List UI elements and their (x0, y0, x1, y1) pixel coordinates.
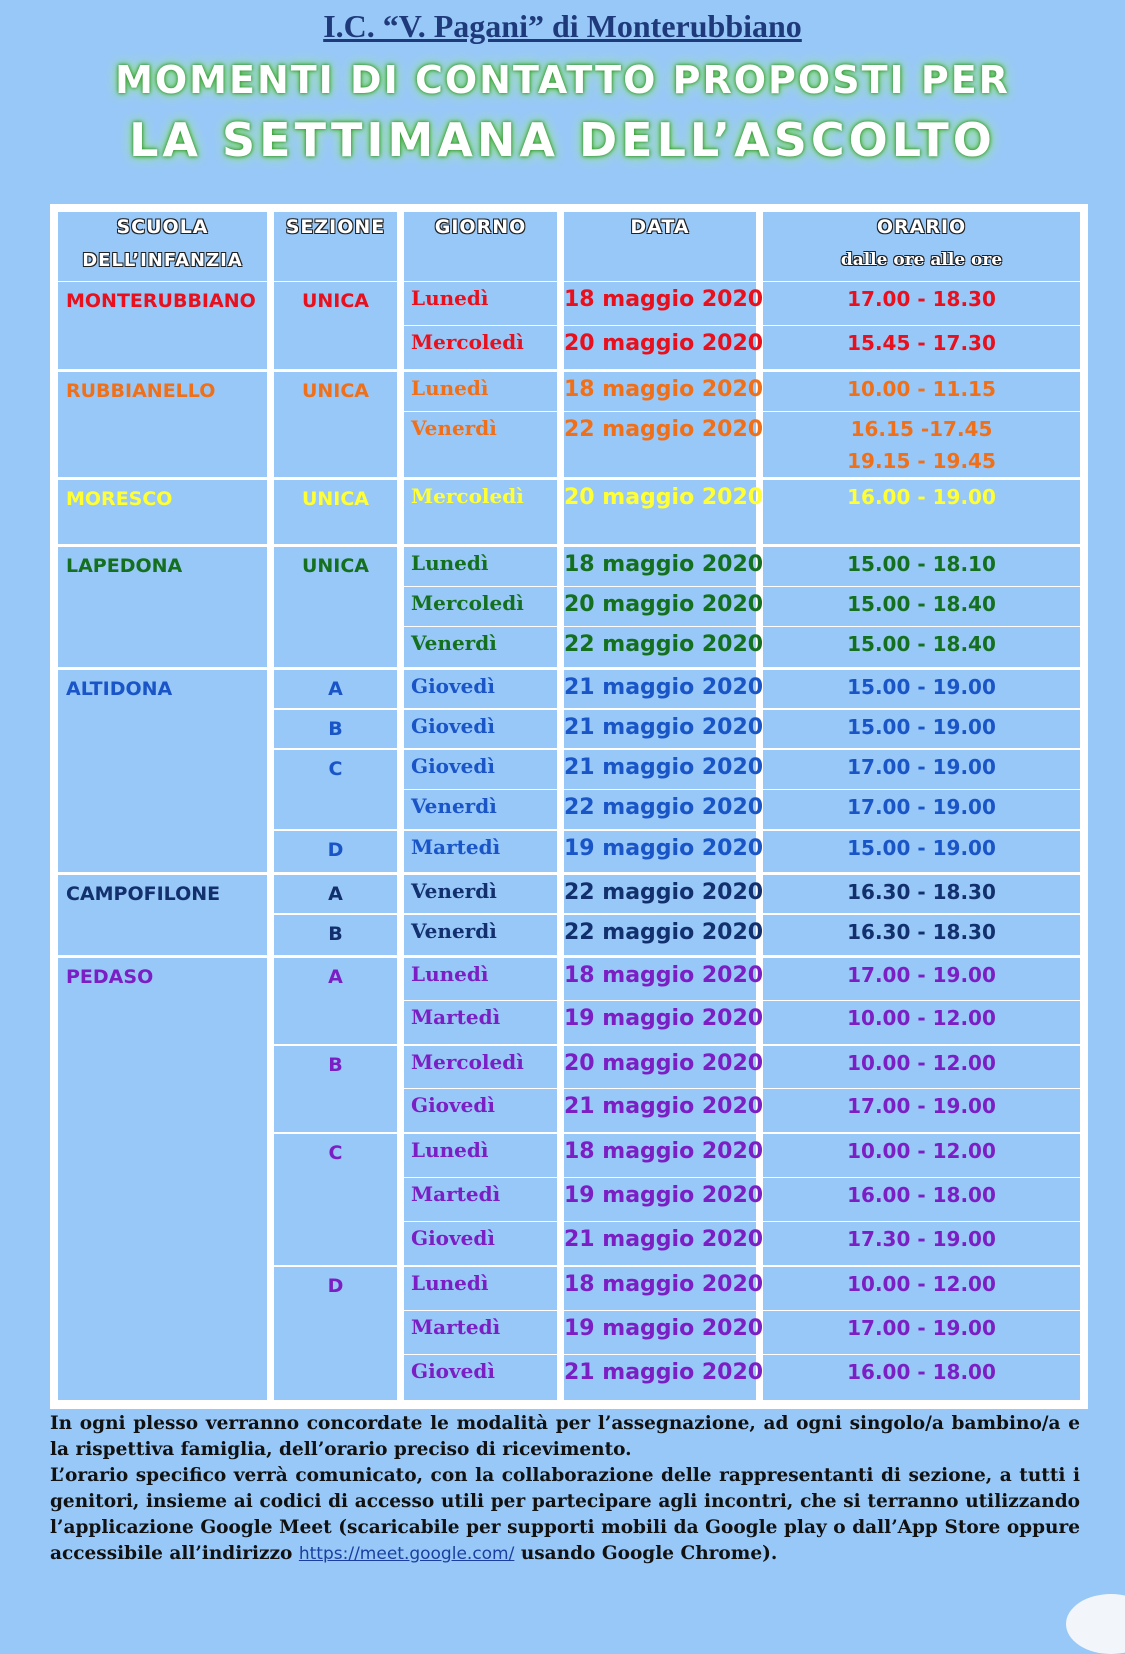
day-cell (404, 1222, 557, 1265)
header-cell-date (564, 212, 756, 281)
time-label: 16.15 -17.45 (850, 417, 993, 441)
section-cell (274, 958, 397, 1044)
day-label: Venerdì (411, 879, 497, 903)
time-cell (763, 587, 1080, 626)
date-cell (564, 1267, 764, 1310)
time-label: 15.00 - 19.00 (847, 715, 996, 739)
day-cell (404, 547, 557, 586)
day-cell (404, 587, 557, 626)
time-cell (763, 710, 1080, 748)
school-name: CAMPOFILONE (66, 883, 221, 905)
date-cell (564, 1046, 764, 1088)
date-cell (564, 750, 764, 789)
date-label: 19 maggio 2020 (564, 1006, 764, 1031)
time-cell (763, 1222, 1080, 1265)
school-name: MORESCO (66, 488, 173, 510)
day-cell (404, 1134, 557, 1177)
header-section: SEZIONE (285, 216, 386, 238)
date-cell (564, 326, 764, 369)
time-cell (763, 670, 1080, 708)
date-label: 22 maggio 2020 (564, 795, 764, 820)
section-cell (274, 915, 397, 955)
section-cell (274, 372, 397, 477)
corner-decoration (1066, 1594, 1125, 1654)
section-cell (274, 1267, 397, 1400)
time-label: 15.00 - 19.00 (847, 836, 996, 860)
day-cell (404, 1178, 557, 1221)
day-label: Venerdì (411, 919, 497, 943)
time-cell (763, 1046, 1080, 1088)
day-cell (404, 790, 557, 829)
day-cell (404, 282, 557, 325)
section-cell (274, 670, 397, 708)
header-day: GIORNO (434, 216, 527, 238)
section-cell (274, 282, 397, 369)
header-cell-day (404, 212, 557, 281)
date-cell (564, 710, 764, 748)
day-label: Lunedì (411, 1271, 489, 1295)
time-label: 16.00 - 18.00 (847, 1183, 996, 1207)
date-cell (564, 587, 764, 626)
school-name: MONTERUBBIANO (66, 290, 256, 312)
time-label: 10.00 - 11.15 (847, 377, 996, 401)
time-label: 10.00 - 12.00 (847, 1272, 996, 1296)
time-label: 17.00 - 19.00 (847, 795, 996, 819)
school-cell (58, 875, 267, 955)
time-cell (763, 1311, 1080, 1354)
date-label: 21 maggio 2020 (564, 1360, 764, 1385)
section-cell (274, 1134, 397, 1265)
school-name: ALTIDONA (66, 678, 173, 700)
school-name: LAPEDONA (66, 555, 183, 577)
date-cell (564, 790, 764, 829)
date-cell (564, 958, 764, 1000)
day-cell (404, 1267, 557, 1310)
school-name: I.C. “V. Pagani” di Monterubbiano (323, 8, 802, 44)
time-label: 15.00 - 18.40 (847, 632, 996, 656)
date-cell (564, 282, 764, 325)
section-cell (274, 710, 397, 748)
section-label: B (328, 1054, 343, 1076)
section-label: UNICA (301, 488, 370, 510)
day-label: Giovedì (411, 1093, 495, 1117)
date-label: 19 maggio 2020 (564, 1183, 764, 1208)
day-cell (404, 480, 557, 544)
school-cell (58, 670, 267, 872)
time-cell (763, 1267, 1080, 1310)
date-cell (564, 627, 764, 667)
section-cell (274, 750, 397, 829)
day-cell (404, 372, 557, 411)
date-label: 21 maggio 2020 (564, 1094, 764, 1119)
title-line-2: LA SETTIMANA DELL’ASCOLTO (129, 113, 996, 167)
header-cell-time (763, 212, 1080, 281)
header-time-sub: dalle ore alle ore (840, 250, 1003, 270)
time-cell (763, 627, 1080, 667)
school-cell (58, 480, 267, 544)
time-label: 17.30 - 19.00 (847, 1227, 996, 1251)
time-label: 15.45 - 17.30 (847, 331, 996, 355)
section-label: UNICA (301, 555, 370, 577)
time-label: 10.00 - 12.00 (847, 1051, 996, 1075)
time-cell (763, 1178, 1080, 1221)
header-school-line1: SCUOLA (116, 216, 209, 238)
time-label: 17.00 - 19.00 (847, 1316, 996, 1340)
section-label: C (328, 758, 343, 780)
section-cell (274, 875, 397, 913)
section-cell (274, 547, 397, 667)
section-cell (274, 480, 397, 544)
time-label: 17.00 - 19.00 (847, 1094, 996, 1118)
time-label: 10.00 - 12.00 (847, 1006, 996, 1030)
time-cell (763, 1001, 1080, 1044)
note-paragraph-1: In ogni plesso verranno concordate le modalità per l’assegnazione, ad ogni singolo/a bambino/a e la rispettiva famiglia, dell’orario preciso di ricevimento. (50, 1413, 1080, 1460)
date-label: 18 maggio 2020 (564, 552, 764, 577)
day-label: Venerdì (411, 631, 497, 655)
day-label: Giovedì (411, 674, 495, 698)
time-cell (763, 790, 1080, 829)
date-cell (564, 1355, 764, 1400)
time-cell (763, 547, 1080, 586)
day-label: Giovedì (411, 1359, 495, 1383)
time-label: 15.00 - 19.00 (847, 675, 996, 699)
day-cell (404, 1089, 557, 1132)
time-label: 17.00 - 18.30 (847, 287, 996, 311)
day-cell (404, 831, 557, 872)
date-label: 22 maggio 2020 (564, 880, 764, 905)
date-cell (564, 1001, 764, 1044)
day-label: Giovedì (411, 714, 495, 738)
time-cell (763, 412, 1080, 477)
date-cell (564, 1089, 764, 1132)
time-cell (763, 480, 1080, 544)
day-label: Lunedì (411, 551, 489, 575)
header-date: DATA (630, 216, 690, 238)
date-label: 21 maggio 2020 (564, 715, 764, 740)
date-cell (564, 1311, 764, 1354)
time-cell (763, 1134, 1080, 1177)
day-cell (404, 710, 557, 748)
day-label: Giovedì (411, 754, 495, 778)
section-label: D (327, 1275, 344, 1297)
time-label: 15.00 - 18.10 (847, 552, 996, 576)
day-cell (404, 750, 557, 789)
day-label: Giovedì (411, 1226, 495, 1250)
time-cell (763, 958, 1080, 1000)
day-cell (404, 1311, 557, 1354)
day-cell (404, 1046, 557, 1088)
time-label: 17.00 - 19.00 (847, 755, 996, 779)
day-label: Mercoledì (411, 484, 524, 508)
date-label: 22 maggio 2020 (564, 632, 764, 657)
date-cell (564, 1178, 764, 1221)
section-cell (274, 831, 397, 872)
date-label: 20 maggio 2020 (564, 331, 764, 356)
section-label: UNICA (301, 380, 370, 402)
note-paragraph-2-end: usando Google Chrome). (520, 1543, 778, 1564)
section-label: D (327, 839, 344, 861)
date-cell (564, 372, 764, 411)
time-label: 16.30 - 18.30 (847, 880, 996, 904)
time-cell (763, 372, 1080, 411)
day-cell (404, 627, 557, 667)
date-label: 19 maggio 2020 (564, 836, 764, 861)
school-name: RUBBIANELLO (66, 380, 216, 402)
day-cell (404, 1355, 557, 1400)
time-cell (763, 915, 1080, 955)
time-label: 16.30 - 18.30 (847, 920, 996, 944)
time-label: 17.00 - 19.00 (847, 963, 996, 987)
title-line-1: MOMENTI DI CONTATTO PROPOSTI PER (115, 58, 1010, 102)
day-label: Lunedì (411, 286, 489, 310)
section-label: UNICA (301, 290, 370, 312)
day-label: Martedì (411, 1005, 501, 1029)
header-time: ORARIO (876, 216, 967, 238)
time-label: 10.00 - 12.00 (847, 1139, 996, 1163)
time-cell (763, 750, 1080, 789)
section-label: A (328, 966, 343, 988)
day-label: Mercoledì (411, 1050, 524, 1074)
time-label: 16.00 - 18.00 (847, 1360, 996, 1384)
date-label: 20 maggio 2020 (564, 592, 764, 617)
header-cell-section (274, 212, 397, 281)
time-label: 15.00 - 18.40 (847, 592, 996, 616)
date-cell (564, 547, 764, 586)
header-school-line2: DELL’INFANZIA (82, 250, 243, 271)
day-label: Lunedì (411, 962, 489, 986)
date-label: 18 maggio 2020 (564, 1272, 764, 1297)
time-cell (763, 1089, 1080, 1132)
time-cell (763, 875, 1080, 913)
date-label: 20 maggio 2020 (564, 485, 764, 510)
note-paragraph-2 (50, 1463, 1080, 1567)
date-label: 22 maggio 2020 (564, 417, 764, 442)
section-cell (274, 1046, 397, 1132)
meet-link[interactable]: https://meet.google.com/ (298, 1544, 515, 1564)
date-cell (564, 831, 764, 872)
day-cell (404, 326, 557, 369)
time-label-2: 19.15 - 19.45 (847, 449, 996, 473)
date-label: 21 maggio 2020 (564, 1227, 764, 1252)
date-label: 19 maggio 2020 (564, 1316, 764, 1341)
note-paragraph-2-text: L’orario specifico verrà comunicato, con la collaborazione delle rappresentanti di sezione, a tutti i genitori, insieme ai codici di accesso utili per partecipare agli incontri, che si terranno utilizzando l’applicazione Google Meet (scaricabile per supporti mobili da Google play o dall’App Store oppure accessibile all’indirizzo (50, 1465, 1080, 1564)
schedule-table (50, 204, 1088, 1409)
date-cell (564, 875, 764, 913)
day-cell (404, 412, 557, 477)
notes (50, 1411, 1080, 1567)
day-cell (404, 1001, 557, 1044)
time-cell (763, 282, 1080, 325)
day-cell (404, 958, 557, 1000)
day-label: Lunedì (411, 1138, 489, 1162)
day-label: Lunedì (411, 376, 489, 400)
section-label: A (328, 883, 343, 905)
section-label: B (328, 923, 343, 945)
date-cell (564, 670, 764, 708)
day-label: Martedì (411, 835, 501, 859)
date-label: 18 maggio 2020 (564, 287, 764, 312)
date-label: 18 maggio 2020 (564, 963, 764, 988)
date-cell (564, 480, 764, 544)
day-label: Venerdì (411, 794, 497, 818)
date-cell (564, 1222, 764, 1265)
school-cell (58, 958, 267, 1400)
date-cell (564, 1134, 764, 1177)
day-label: Mercoledì (411, 330, 524, 354)
date-cell (564, 412, 764, 477)
section-label: A (328, 678, 343, 700)
day-cell (404, 875, 557, 913)
date-label: 22 maggio 2020 (564, 920, 764, 945)
time-cell (763, 831, 1080, 872)
section-label: C (328, 1142, 343, 1164)
day-cell (404, 915, 557, 955)
school-cell (58, 547, 267, 667)
date-label: 21 maggio 2020 (564, 755, 764, 780)
day-label: Venerdì (411, 416, 497, 440)
date-label: 18 maggio 2020 (564, 1139, 764, 1164)
time-label: 16.00 - 19.00 (847, 485, 996, 509)
header-cell-school (58, 212, 267, 281)
day-label: Mercoledì (411, 591, 524, 615)
day-label: Martedì (411, 1182, 501, 1206)
school-name: PEDASO (66, 966, 154, 988)
school-cell (58, 282, 267, 369)
date-cell (564, 915, 764, 955)
school-cell (58, 372, 267, 477)
time-cell (763, 326, 1080, 369)
date-label: 21 maggio 2020 (564, 675, 764, 700)
day-cell (404, 670, 557, 708)
time-cell (763, 1355, 1080, 1400)
section-label: B (328, 718, 343, 740)
day-label: Martedì (411, 1315, 501, 1339)
date-label: 18 maggio 2020 (564, 377, 764, 402)
date-label: 20 maggio 2020 (564, 1051, 764, 1076)
